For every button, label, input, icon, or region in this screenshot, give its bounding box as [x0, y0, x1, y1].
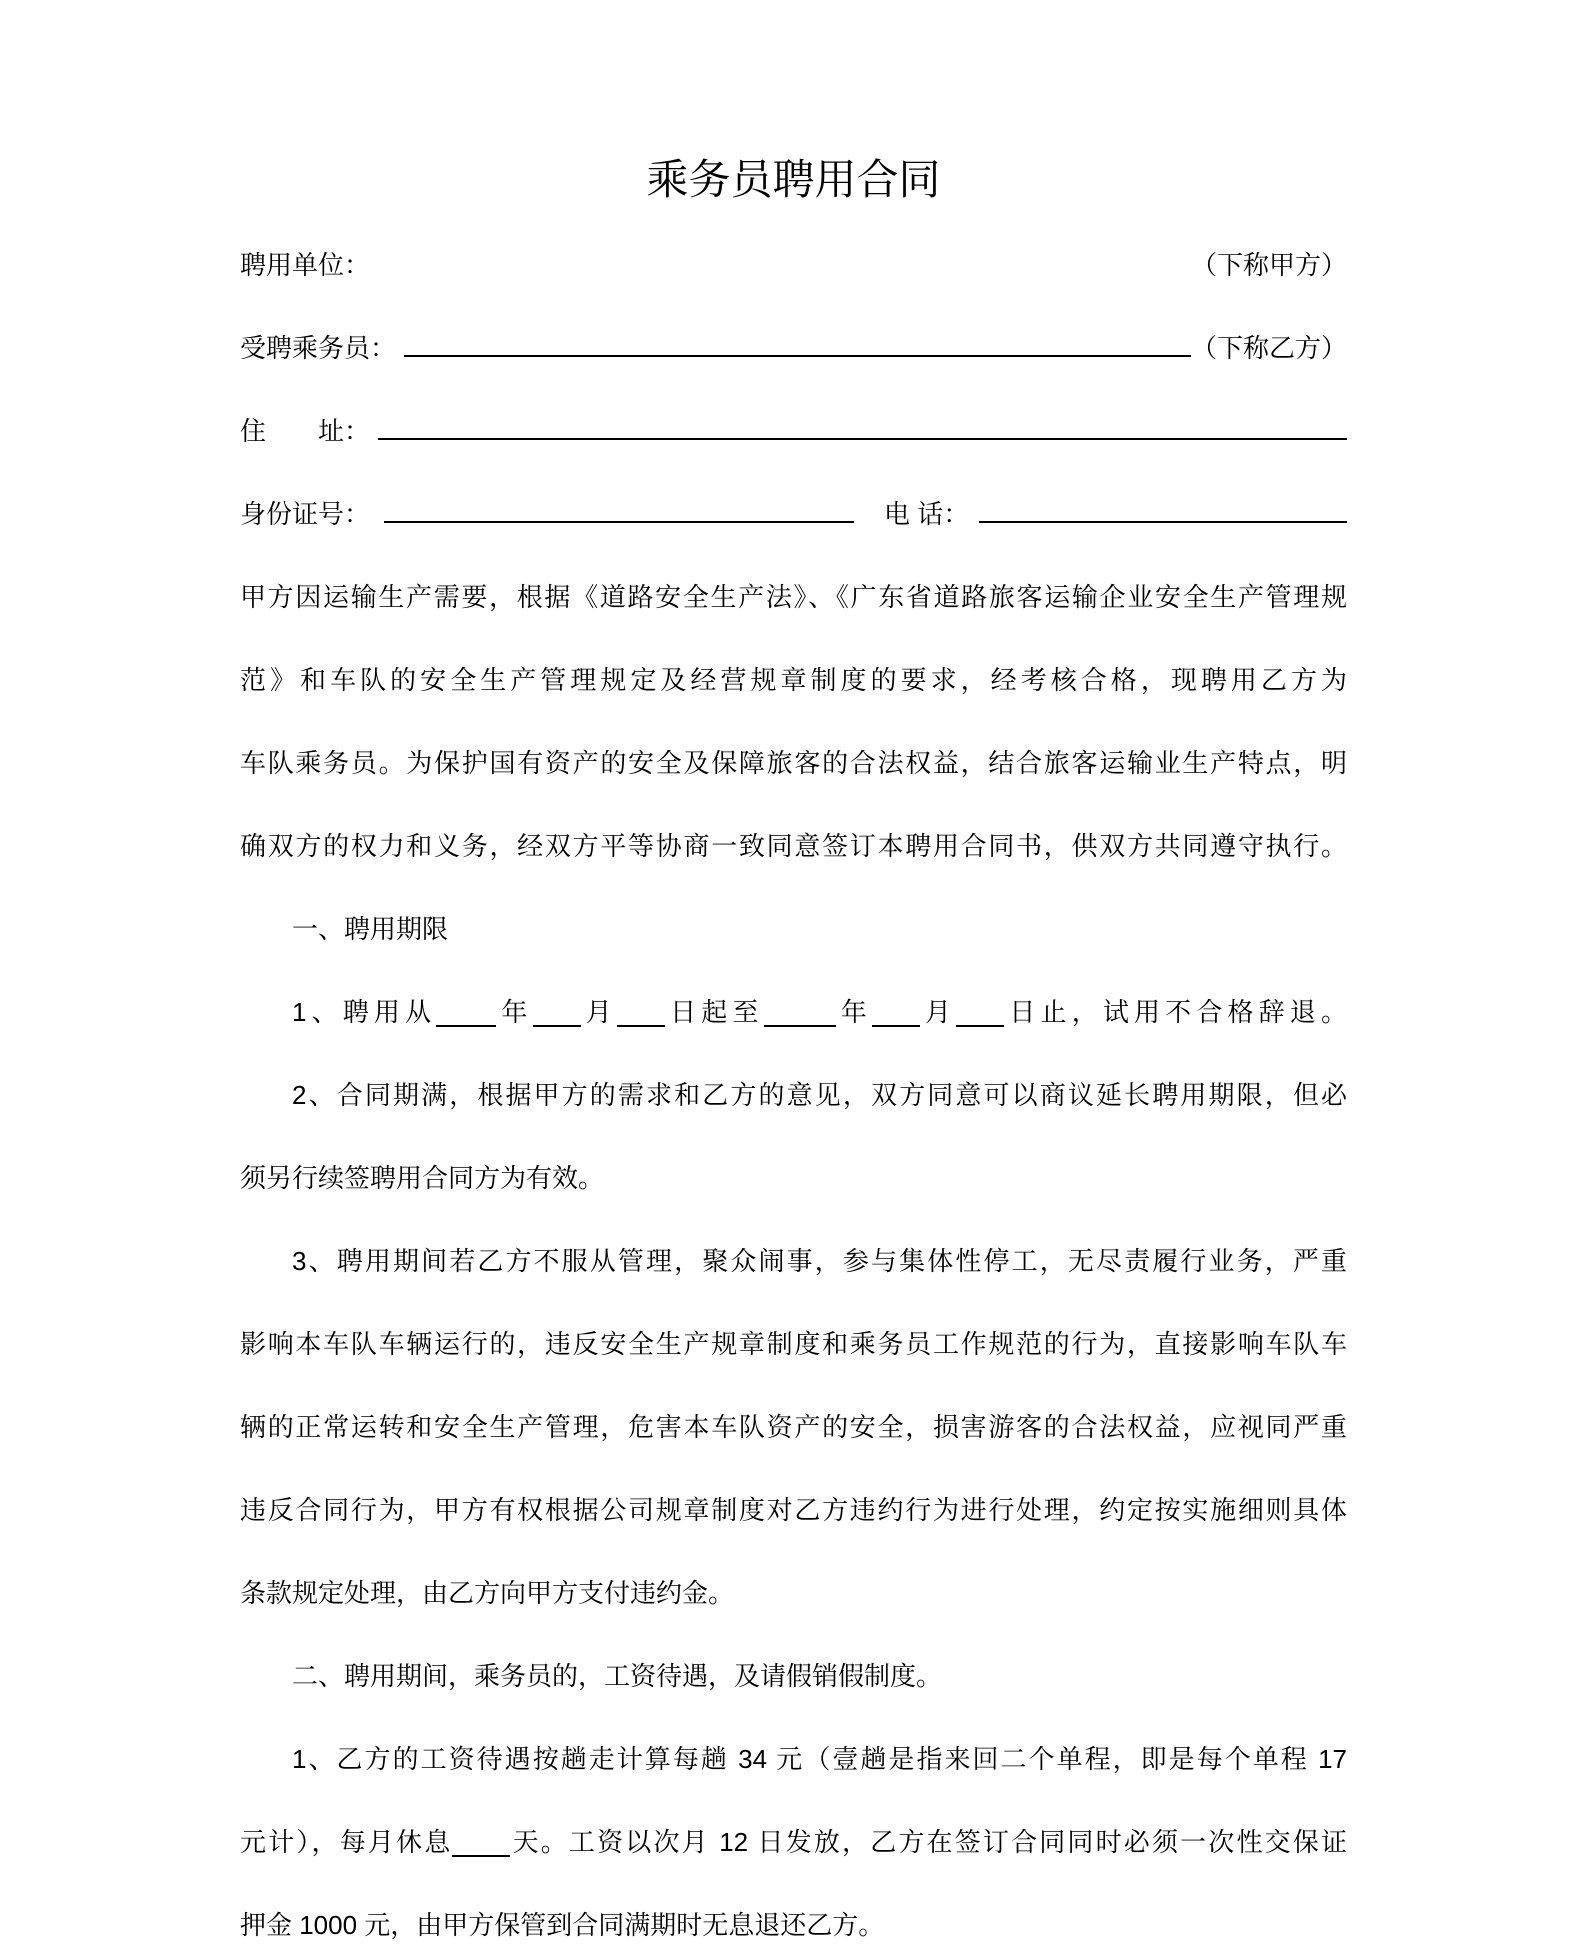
phone-label: 电 话：: [884, 499, 970, 529]
id-number-label: 身份证号：: [240, 499, 371, 529]
section1-item2-line-1: 2、合同期满，根据甲方的需求和乙方的意见，双方同意可以商议延长聘用期限，但必: [292, 1080, 1347, 1110]
preamble-line-3: 车队乘务员。为保护国有资产的安全及保障旅客的合法权益，结合旅客运输业生产特点，明: [240, 748, 1347, 778]
attendant-label: 受聘乘务员：: [240, 333, 397, 363]
employer-label: 聘用单位：: [240, 250, 371, 280]
contract-title: 乘务员聘用合同: [646, 156, 941, 203]
section1-item3-line-2: 影响本车队车辆运行的，违反安全生产规章制度和乘务员工作规范的行为，直接影响车队车: [240, 1329, 1347, 1359]
section2-item1-line-3: 押金 1000 元，由甲方保管到合同满期时无息退还乙方。: [240, 1910, 885, 1940]
address-label: 住 址：: [240, 416, 371, 446]
fill-in-blank-line: [872, 1023, 920, 1027]
section1-item3-line-3: 辆的正常运转和安全生产管理，危害本车队资产的安全，损害游客的合法权益，应视同严重: [240, 1412, 1347, 1442]
attendant-blank-line: [404, 355, 1191, 357]
field-row-id-phone: [240, 473, 1347, 556]
field-row-attendant: [240, 307, 1347, 390]
preamble-line-1: 甲方因运输生产需要，根据《道路安全生产法》、《广东省道路旅客运输企业安全生产管理规: [240, 582, 1347, 612]
field-row-address: [240, 390, 1347, 473]
fill-in-blank-line: [452, 1853, 510, 1857]
party-a-note: （下称甲方）: [1190, 250, 1347, 280]
id-number-blank-line: [384, 521, 854, 523]
party-b-note: （下称乙方）: [1190, 333, 1347, 363]
preamble-line-4: 确双方的权力和义务，经双方平等协商一致同意签订本聘用合同书，供双方共同遵守执行。: [240, 831, 1347, 861]
phone-blank-line: [979, 521, 1347, 523]
section1-heading: 一、聘用期限: [292, 914, 449, 944]
section1-item3-line-1: 3、聘用期间若乙方不服从管理，聚众闹事，参与集体性停工，无尽责履行业务，严重: [292, 1246, 1347, 1276]
address-blank-line: [378, 438, 1347, 440]
section1-item1-line: 1、聘用从 年 月 日起至 年 月 日止，试用不合格辞退。: [292, 997, 1347, 1027]
section1-item2-line-2: 须另行续签聘用合同方为有效。: [240, 1163, 605, 1193]
fill-in-blank-line: [617, 1023, 665, 1027]
section2-item1-line-2: 元计），每月休息 天。工资以次月 12 日发放，乙方在签订合同同时必须一次性交保证: [240, 1827, 1347, 1857]
field-row-employer: [240, 224, 1347, 307]
fill-in-blank-line: [533, 1023, 581, 1027]
section2-heading: 二、聘用期间，乘务员的，工资待遇，及请假销假制度。: [292, 1661, 943, 1691]
fill-in-blank-line: [764, 1023, 836, 1027]
section2-item1-line-1: 1、乙方的工资待遇按趟走计算每趟 34 元（壹趟是指来回二个单程，即是每个单程 17: [292, 1744, 1347, 1774]
fill-in-blank-line: [436, 1023, 496, 1027]
fill-in-blank-line: [956, 1023, 1004, 1027]
section1-item3-line-5: 条款规定处理，由乙方向甲方支付违约金。: [240, 1578, 735, 1608]
preamble-line-2: 范》和车队的安全生产管理规定及经营规章制度的要求，经考核合格，现聘用乙方为: [240, 665, 1347, 695]
section1-item3-line-4: 违反合同行为，甲方有权根据公司规章制度对乙方违约行为进行处理，约定按实施细则具体: [240, 1495, 1347, 1525]
